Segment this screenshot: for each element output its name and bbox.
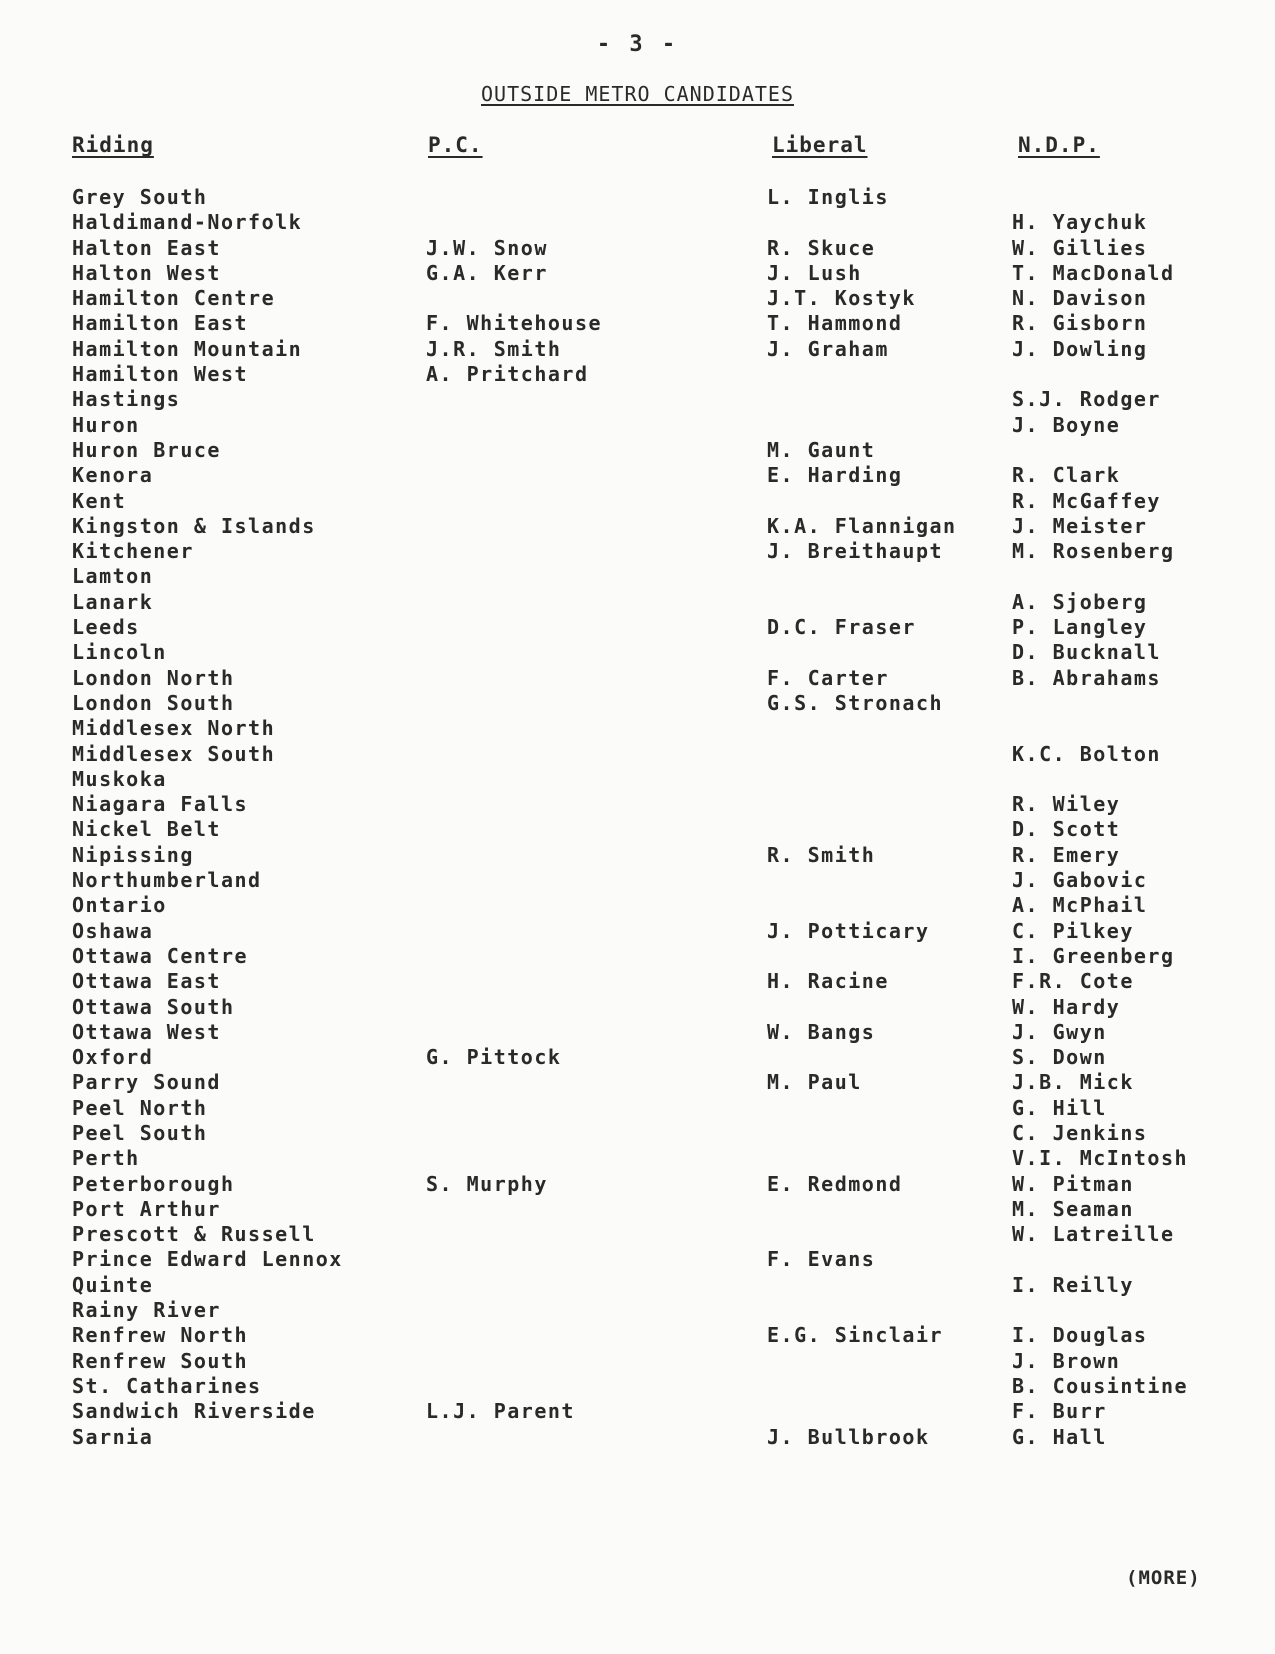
ndp-candidate-cell: J. Gwyn bbox=[1012, 1019, 1107, 1044]
liberal-candidate-cell: E.G. Sinclair bbox=[767, 1323, 944, 1348]
riding-cell: London South bbox=[72, 690, 235, 715]
ndp-candidate-cell: G. Hall bbox=[1012, 1424, 1107, 1449]
riding-cell: Huron bbox=[72, 412, 140, 437]
ndp-candidate-cell: M. Rosenberg bbox=[1012, 539, 1175, 564]
riding-cell: Halton West bbox=[72, 260, 221, 285]
page-number: - 3 - bbox=[596, 32, 679, 57]
riding-cell: Niagara Falls bbox=[72, 792, 249, 817]
riding-cell: Middlesex North bbox=[72, 716, 276, 741]
table-row bbox=[0, 261, 1275, 286]
table-row bbox=[0, 1323, 1275, 1348]
table-row bbox=[0, 311, 1275, 336]
table-row bbox=[0, 387, 1275, 412]
table-row bbox=[0, 1247, 1275, 1272]
riding-cell: Ottawa West bbox=[72, 1019, 221, 1044]
ndp-candidate-cell: C. Jenkins bbox=[1012, 1120, 1148, 1145]
table-row bbox=[0, 1273, 1275, 1298]
page-title bbox=[0, 82, 1275, 106]
header-liberal: Liberal bbox=[772, 133, 868, 157]
table-row bbox=[0, 210, 1275, 235]
table-row bbox=[0, 1045, 1275, 1070]
riding-cell: St. Catharines bbox=[72, 1373, 262, 1398]
riding-cell: Nickel Belt bbox=[72, 817, 221, 842]
ndp-candidate-cell: R. McGaffey bbox=[1012, 488, 1161, 513]
table-row bbox=[0, 1222, 1275, 1247]
table-row bbox=[0, 539, 1275, 564]
table-row bbox=[0, 969, 1275, 994]
riding-cell: Renfrew South bbox=[72, 1348, 249, 1373]
table-row bbox=[0, 413, 1275, 438]
table-row bbox=[0, 362, 1275, 387]
riding-cell: Oxford bbox=[72, 1045, 154, 1070]
riding-cell: Oshawa bbox=[72, 918, 154, 943]
ndp-candidate-cell: W. Pitman bbox=[1012, 1171, 1134, 1196]
ndp-candidate-cell: W. Gillies bbox=[1012, 235, 1148, 260]
ndp-candidate-cell: J. Dowling bbox=[1012, 336, 1148, 361]
ndp-candidate-cell: I. Reilly bbox=[1012, 1272, 1134, 1297]
table-row bbox=[0, 868, 1275, 893]
riding-cell: Sarnia bbox=[72, 1424, 154, 1449]
riding-cell: Huron Bruce bbox=[72, 437, 221, 462]
ndp-candidate-cell: J.B. Mick bbox=[1012, 1070, 1134, 1095]
pc-candidate-cell: L.J. Parent bbox=[426, 1399, 575, 1424]
ndp-candidate-cell: W. Latreille bbox=[1012, 1222, 1175, 1247]
riding-cell: Quinte bbox=[72, 1272, 154, 1297]
table-row bbox=[0, 286, 1275, 311]
table-row bbox=[0, 1197, 1275, 1222]
table-row bbox=[0, 337, 1275, 362]
table-row bbox=[0, 615, 1275, 640]
table-row bbox=[0, 666, 1275, 691]
table-row bbox=[0, 716, 1275, 741]
riding-cell: Ottawa East bbox=[72, 969, 221, 994]
ndp-candidate-cell: C. Pilkey bbox=[1012, 918, 1134, 943]
riding-cell: Middlesex South bbox=[72, 741, 276, 766]
ndp-candidate-cell: I. Greenberg bbox=[1012, 943, 1175, 968]
ndp-candidate-cell: P. Langley bbox=[1012, 615, 1148, 640]
ndp-candidate-cell: V.I. McIntosh bbox=[1012, 1146, 1189, 1171]
riding-cell: Kitchener bbox=[72, 539, 194, 564]
riding-cell: Renfrew North bbox=[72, 1323, 249, 1348]
riding-cell: Ottawa Centre bbox=[72, 943, 249, 968]
table-row bbox=[0, 919, 1275, 944]
liberal-candidate-cell: G.S. Stronach bbox=[767, 690, 944, 715]
pc-candidate-cell: J.W. Snow bbox=[426, 235, 548, 260]
pc-candidate-cell: G. Pittock bbox=[426, 1045, 562, 1070]
riding-cell: Leeds bbox=[72, 615, 140, 640]
pc-candidate-cell: J.R. Smith bbox=[426, 336, 562, 361]
liberal-candidate-cell: L. Inglis bbox=[767, 185, 889, 209]
ndp-candidate-cell: F. Burr bbox=[1012, 1399, 1107, 1424]
ndp-candidate-cell: J. Meister bbox=[1012, 513, 1148, 538]
table-row bbox=[0, 691, 1275, 716]
header-riding: Riding bbox=[72, 133, 154, 157]
ndp-candidate-cell: W. Hardy bbox=[1012, 994, 1121, 1019]
riding-cell: London North bbox=[72, 665, 235, 690]
table-row bbox=[0, 463, 1275, 488]
riding-cell: Haldimand-Norfolk bbox=[72, 210, 303, 235]
riding-cell: Northumberland bbox=[72, 868, 262, 893]
riding-cell: Kingston & Islands bbox=[72, 513, 316, 538]
liberal-candidate-cell: D.C. Fraser bbox=[767, 615, 916, 640]
header-ndp: N.D.P. bbox=[1018, 133, 1100, 157]
ndp-candidate-cell: B. Abrahams bbox=[1012, 665, 1161, 690]
ndp-candidate-cell: T. MacDonald bbox=[1012, 260, 1175, 285]
liberal-candidate-cell: J. Bullbrook bbox=[767, 1424, 930, 1449]
table-row bbox=[0, 893, 1275, 918]
riding-cell: Hamilton West bbox=[72, 362, 249, 387]
candidate-table bbox=[0, 185, 1275, 1450]
ndp-candidate-cell: D. Scott bbox=[1012, 817, 1121, 842]
ndp-candidate-cell: M. Seaman bbox=[1012, 1196, 1134, 1221]
riding-cell: Parry Sound bbox=[72, 1070, 221, 1095]
ndp-candidate-cell: H. Yaychuk bbox=[1012, 210, 1148, 235]
ndp-candidate-cell: J. Gabovic bbox=[1012, 868, 1148, 893]
table-row bbox=[0, 185, 1275, 210]
liberal-candidate-cell: F. Evans bbox=[767, 1247, 876, 1272]
liberal-candidate-cell: M. Paul bbox=[767, 1070, 862, 1095]
ndp-candidate-cell: R. Wiley bbox=[1012, 792, 1121, 817]
table-row bbox=[0, 1349, 1275, 1374]
riding-cell: Sandwich Riverside bbox=[72, 1399, 316, 1424]
more-indicator: (MORE) bbox=[1126, 1567, 1201, 1589]
ndp-candidate-cell: R. Clark bbox=[1012, 463, 1121, 488]
riding-cell: Hamilton Mountain bbox=[72, 336, 303, 361]
table-row bbox=[0, 1121, 1275, 1146]
riding-cell: Rainy River bbox=[72, 1298, 221, 1323]
pc-candidate-cell: G.A. Kerr bbox=[426, 260, 548, 285]
table-row bbox=[0, 590, 1275, 615]
riding-cell: Prince Edward Lennox bbox=[72, 1247, 343, 1272]
liberal-candidate-cell: M. Gaunt bbox=[767, 437, 876, 462]
ndp-candidate-cell: R. Emery bbox=[1012, 842, 1121, 867]
ndp-candidate-cell: K.C. Bolton bbox=[1012, 741, 1161, 766]
ndp-candidate-cell: B. Cousintine bbox=[1012, 1373, 1189, 1398]
ndp-candidate-cell: D. Bucknall bbox=[1012, 640, 1161, 665]
riding-cell: Prescott & Russell bbox=[72, 1222, 316, 1247]
ndp-candidate-cell: J. Boyne bbox=[1012, 412, 1121, 437]
riding-cell: Hastings bbox=[72, 387, 181, 412]
riding-cell: Lamton bbox=[72, 564, 154, 589]
pc-candidate-cell: S. Murphy bbox=[426, 1171, 548, 1196]
riding-cell: Hamilton East bbox=[72, 311, 249, 336]
table-row bbox=[0, 742, 1275, 767]
table-row bbox=[0, 995, 1275, 1020]
riding-cell: Nipissing bbox=[72, 842, 194, 867]
riding-cell: Peel South bbox=[72, 1120, 208, 1145]
ndp-candidate-cell: A. McPhail bbox=[1012, 893, 1148, 918]
liberal-candidate-cell: J. Potticary bbox=[767, 918, 930, 943]
table-row bbox=[0, 1298, 1275, 1323]
riding-cell: Ottawa South bbox=[72, 994, 235, 1019]
liberal-candidate-cell: J. Graham bbox=[767, 336, 889, 361]
ndp-candidate-cell: A. Sjoberg bbox=[1012, 589, 1148, 614]
ndp-candidate-cell: S. Down bbox=[1012, 1045, 1107, 1070]
ndp-candidate-cell: G. Hill bbox=[1012, 1095, 1107, 1120]
liberal-candidate-cell: J. Breithaupt bbox=[767, 539, 944, 564]
liberal-candidate-cell: H. Racine bbox=[767, 969, 889, 994]
ndp-candidate-cell: F.R. Cote bbox=[1012, 969, 1134, 994]
riding-cell: Perth bbox=[72, 1146, 140, 1171]
riding-cell: Lincoln bbox=[72, 640, 167, 665]
riding-cell: Port Arthur bbox=[72, 1196, 221, 1221]
ndp-candidate-cell: R. Gisborn bbox=[1012, 311, 1148, 336]
riding-cell: Lanark bbox=[72, 589, 154, 614]
table-row bbox=[0, 1374, 1275, 1399]
pc-candidate-cell: A. Pritchard bbox=[426, 362, 589, 387]
table-row bbox=[0, 640, 1275, 665]
liberal-candidate-cell: E. Harding bbox=[767, 463, 903, 488]
riding-cell: Grey South bbox=[72, 185, 208, 209]
table-row bbox=[0, 564, 1275, 589]
table-row bbox=[0, 1146, 1275, 1171]
table-row bbox=[0, 1425, 1275, 1450]
riding-cell: Muskoka bbox=[72, 766, 167, 791]
table-row bbox=[0, 944, 1275, 969]
table-row bbox=[0, 236, 1275, 261]
liberal-candidate-cell: J.T. Kostyk bbox=[767, 286, 916, 311]
ndp-candidate-cell: J. Brown bbox=[1012, 1348, 1121, 1373]
table-row bbox=[0, 1096, 1275, 1121]
table-row bbox=[0, 843, 1275, 868]
riding-cell: Hamilton Centre bbox=[72, 286, 276, 311]
liberal-candidate-cell: W. Bangs bbox=[767, 1019, 876, 1044]
table-row bbox=[0, 1172, 1275, 1197]
riding-cell: Peel North bbox=[72, 1095, 208, 1120]
ndp-candidate-cell: N. Davison bbox=[1012, 286, 1148, 311]
table-row bbox=[0, 438, 1275, 463]
riding-cell: Ontario bbox=[72, 893, 167, 918]
riding-cell: Kenora bbox=[72, 463, 154, 488]
table-row bbox=[0, 489, 1275, 514]
page-title-text: OUTSIDE METRO CANDIDATES bbox=[481, 82, 794, 106]
table-row bbox=[0, 1070, 1275, 1095]
ndp-candidate-cell: I. Douglas bbox=[1012, 1323, 1148, 1348]
table-row bbox=[0, 767, 1275, 792]
table-row bbox=[0, 514, 1275, 539]
liberal-candidate-cell: E. Redmond bbox=[767, 1171, 903, 1196]
riding-cell: Halton East bbox=[72, 235, 221, 260]
liberal-candidate-cell: J. Lush bbox=[767, 260, 862, 285]
table-row bbox=[0, 1399, 1275, 1424]
ndp-candidate-cell: S.J. Rodger bbox=[1012, 387, 1161, 412]
header-pc: P.C. bbox=[428, 133, 483, 157]
riding-cell: Kent bbox=[72, 488, 127, 513]
table-row bbox=[0, 817, 1275, 842]
pc-candidate-cell: F. Whitehouse bbox=[426, 311, 603, 336]
liberal-candidate-cell: F. Carter bbox=[767, 665, 889, 690]
table-row bbox=[0, 792, 1275, 817]
liberal-candidate-cell: R. Smith bbox=[767, 842, 876, 867]
liberal-candidate-cell: R. Skuce bbox=[767, 235, 876, 260]
riding-cell: Peterborough bbox=[72, 1171, 235, 1196]
liberal-candidate-cell: T. Hammond bbox=[767, 311, 903, 336]
table-row bbox=[0, 1020, 1275, 1045]
liberal-candidate-cell: K.A. Flannigan bbox=[767, 513, 957, 538]
